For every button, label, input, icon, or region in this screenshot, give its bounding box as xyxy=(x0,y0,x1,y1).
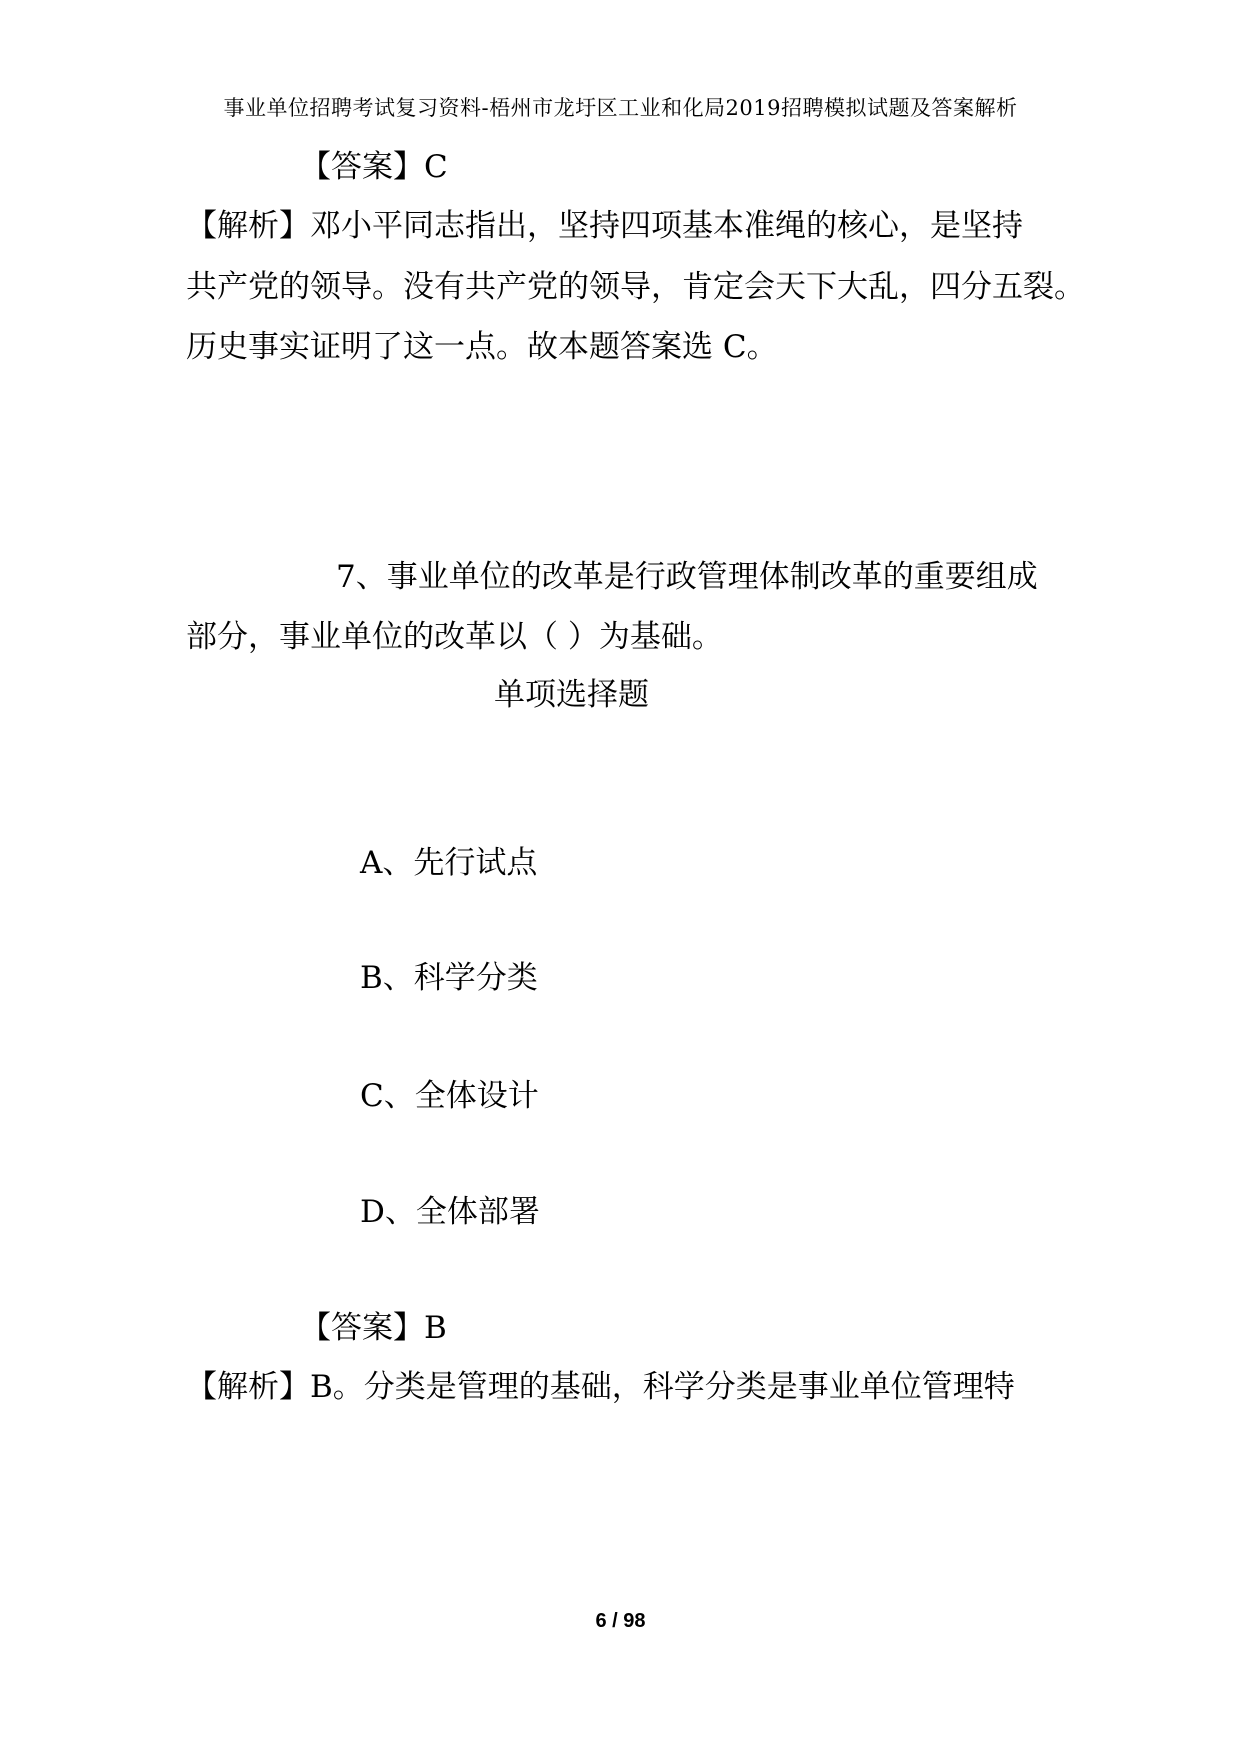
option-a: A、先行试点 xyxy=(360,845,538,881)
question-stem-line-2: 部分，事业单位的改革以（ ）为基础。 xyxy=(186,619,723,655)
option-b: B、科学分类 xyxy=(360,960,538,996)
question-answer: 【答案】B xyxy=(300,1310,447,1346)
question-analysis-line-1: 【解析】B。分类是管理的基础，科学分类是事业单位管理特 xyxy=(186,1369,1015,1405)
prev-analysis-line-2: 共产党的领导。没有共产党的领导，肯定会天下大乱，四分五裂。 xyxy=(186,269,1085,305)
option-d: D、全体部署 xyxy=(360,1194,540,1230)
prev-analysis-line-3: 历史事实证明了这一点。故本题答案选 C。 xyxy=(186,329,778,365)
document-header: 事业单位招聘考试复习资料-梧州市龙圩区工业和化局2019招聘模拟试题及答案解析 xyxy=(223,96,1018,120)
question-type-label: 单项选择题 xyxy=(494,677,649,713)
question-stem-line-1: 7、事业单位的改革是行政管理体制改革的重要组成 xyxy=(336,559,1038,595)
prev-analysis-line-1: 【解析】邓小平同志指出，坚持四项基本准绳的核心，是坚持 xyxy=(186,208,1023,244)
prev-answer: 【答案】C xyxy=(300,149,448,185)
page-number: 6 / 98 xyxy=(595,1610,646,1632)
option-c: C、全体设计 xyxy=(360,1078,539,1114)
